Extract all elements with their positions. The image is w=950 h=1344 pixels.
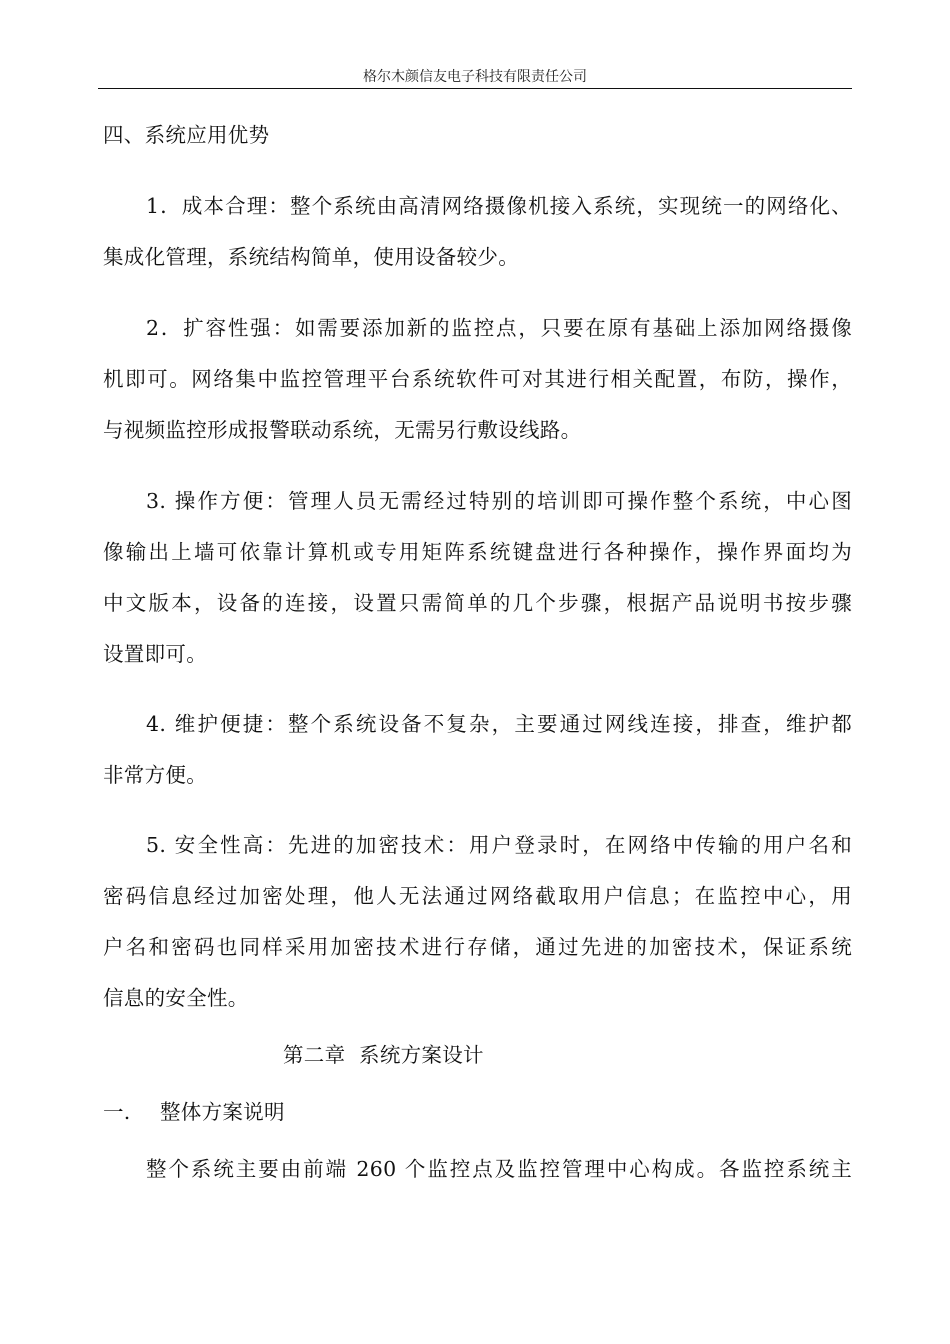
- item-2-line-3: 与视频监控形成报警联动系统，无需另行敷设线路。: [103, 418, 582, 442]
- item-3-line-3: 中文版本，设备的连接，设置只需简单的几个步骤，根据产品说明书按步骤: [103, 591, 852, 615]
- item-4-line-2: 非常方便。: [103, 763, 207, 787]
- item-1-line-1: 1．成本合理：整个系统由高清网络摄像机接入系统，实现统一的网络化、: [146, 194, 852, 218]
- section-title: 整体方案说明: [160, 1100, 285, 1124]
- overview-paragraph-line: 整个系统主要由前端 260 个监控点及监控管理中心构成。各监控系统主: [146, 1157, 852, 1181]
- item-4-line-1: 4. 维护便捷：整个系统设备不复杂，主要通过网线连接，排查，维护都: [146, 712, 852, 736]
- header-rule: [98, 88, 852, 89]
- page-header-company: 格尔木颜信友电子科技有限责任公司: [363, 69, 587, 85]
- chapter-title: 第二章 系统方案设计: [283, 1043, 484, 1067]
- section-heading: 四、系统应用优势: [103, 123, 270, 147]
- item-5-line-3: 户名和密码也同样采用加密技术进行存储，通过先进的加密技术，保证系统: [103, 935, 852, 959]
- item-3-line-4: 设置即可。: [103, 642, 207, 666]
- item-3-line-2: 像输出上墙可依靠计算机或专用矩阵系统键盘进行各种操作，操作界面均为: [103, 540, 852, 564]
- section-number: 一.: [103, 1100, 131, 1124]
- item-2-line-1: 2．扩容性强：如需要添加新的监控点，只要在原有基础上添加网络摄像: [146, 316, 852, 340]
- item-5-line-1: 5. 安全性高：先进的加密技术：用户登录时，在网络中传输的用户名和: [146, 833, 852, 857]
- item-5-line-2: 密码信息经过加密处理，他人无法通过网络截取用户信息；在监控中心，用: [103, 884, 852, 908]
- item-3-line-1: 3. 操作方便：管理人员无需经过特别的培训即可操作整个系统，中心图: [146, 489, 852, 513]
- item-1-line-2: 集成化管理，系统结构简单，使用设备较少。: [103, 245, 519, 269]
- item-5-line-4: 信息的安全性。: [103, 986, 249, 1010]
- item-2-line-2: 机即可。网络集中监控管理平台系统软件可对其进行相关配置，布防，操作，: [103, 367, 852, 391]
